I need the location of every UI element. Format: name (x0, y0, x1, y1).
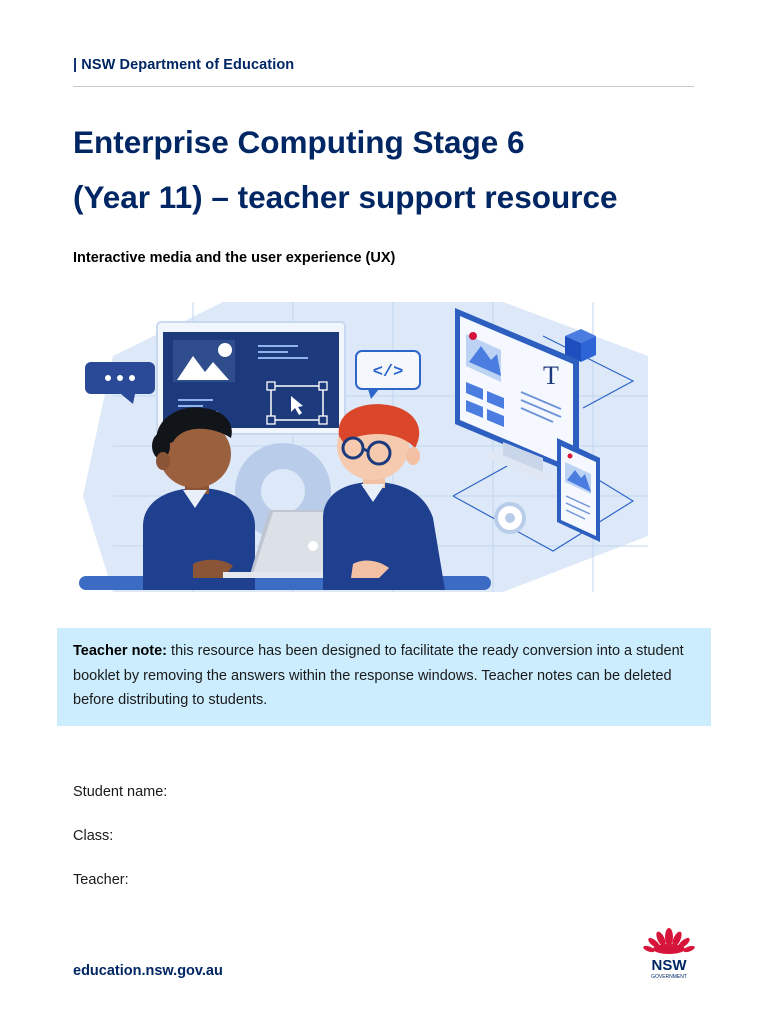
header-divider (73, 86, 694, 87)
department-header: | NSW Department of Education (73, 57, 295, 73)
student-name-label: Student name: (73, 784, 168, 800)
nsw-government-logo (640, 925, 698, 983)
teacher-note (57, 628, 711, 726)
teacher-label: Teacher: (73, 872, 129, 888)
text-glyph: T (543, 361, 559, 390)
teacher-note-label: Teacher note: (73, 643, 168, 659)
page-title (73, 115, 713, 225)
title-line-1: Enterprise Computing Stage 6 (73, 124, 525, 160)
teacher-note-body: this resource has been designed to facilitate the ready conversion into a student booklet by removing the answers within the response windows. Teacher notes can be deleted before distributing to students. (73, 643, 684, 708)
title-line-2: (Year 11) – teacher support resource (73, 179, 618, 215)
waratah-icon (643, 928, 696, 954)
page-subtitle: Interactive media and the user experience (UX) (73, 250, 396, 266)
code-symbol: </> (372, 363, 404, 382)
hero-illustration (73, 296, 653, 598)
logo-wordmark: NSW (651, 957, 687, 974)
footer-url-link[interactable]: education.nsw.gov.au (73, 963, 223, 979)
class-label: Class: (73, 828, 114, 844)
small-gear-icon (496, 504, 524, 532)
logo-subtext: GOVERNMENT (651, 974, 687, 980)
